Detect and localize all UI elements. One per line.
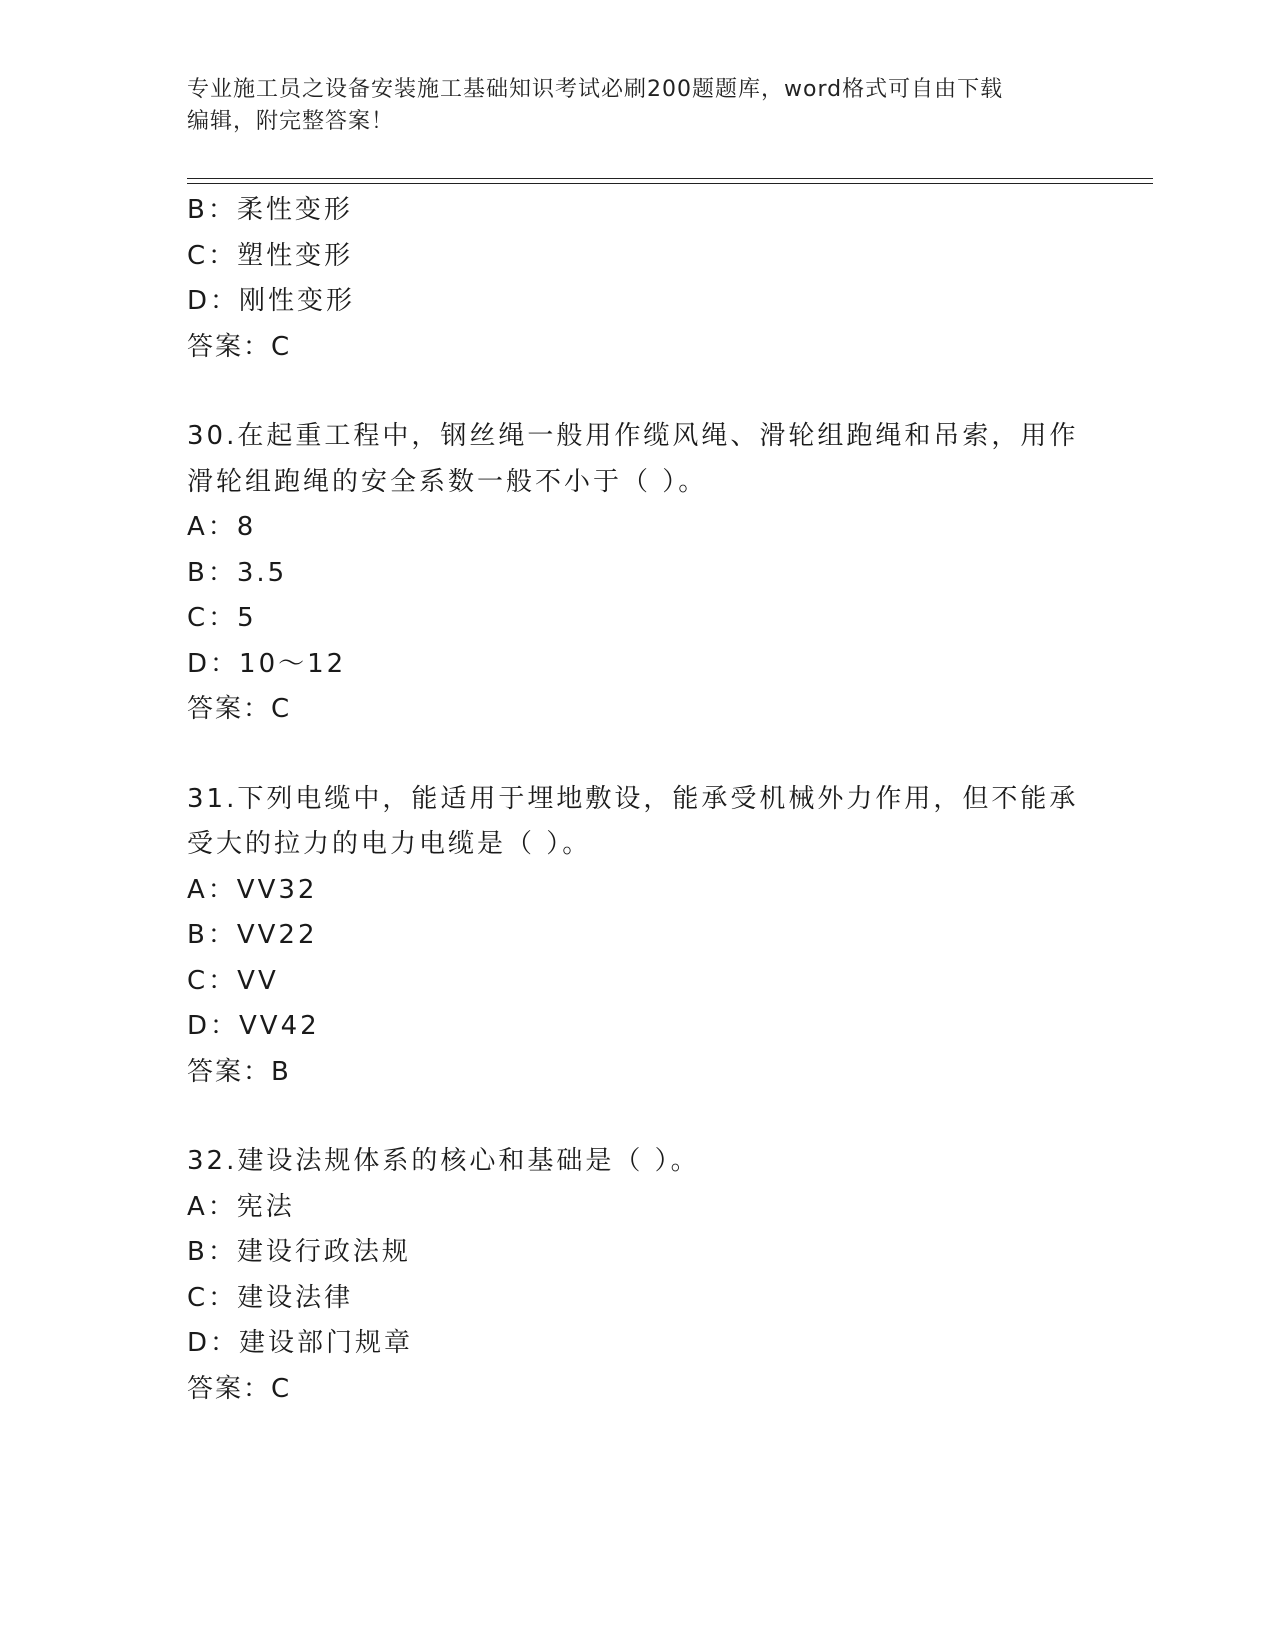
option-d: D：VV42 <box>187 1011 320 1041</box>
answer-line: 答案：C <box>187 694 292 724</box>
question-30 <box>187 414 1087 733</box>
option-d: D：刚性变形 <box>187 286 356 316</box>
question-stem-line-1: 31.下列电缆中，能适用于埋地敷设，能承受机械外力作用，但不能承 <box>187 783 1079 814</box>
option-a: A：宪法 <box>187 1191 295 1222</box>
question-32 <box>187 1139 1087 1412</box>
answer-line: 答案：B <box>187 1056 291 1087</box>
option-b: B：VV22 <box>187 920 318 950</box>
document-body <box>187 188 1087 1412</box>
question-stem-line-2: 滑轮组跑绳的安全系数一般不小于（ ）。 <box>187 466 708 497</box>
question-31 <box>187 777 1087 1096</box>
option-b: B：3.5 <box>187 557 288 588</box>
option-a: A：VV32 <box>187 874 318 905</box>
option-b: B：建设行政法规 <box>187 1237 411 1267</box>
header-line-1: 专业施工员之设备安装施工基础知识考试必刷200题题库，word格式可自由下载 <box>187 77 1004 102</box>
option-c: C：5 <box>187 603 257 633</box>
prev-question-block <box>187 188 1087 370</box>
header-line-2: 编辑，附完整答案！ <box>187 109 395 134</box>
option-d: D：10～12 <box>187 648 347 679</box>
answer-line: 答案：C <box>187 1373 292 1404</box>
option-c: C：塑性变形 <box>187 240 354 271</box>
document-header <box>187 74 1087 138</box>
option-d: D：建设部门规章 <box>187 1328 414 1358</box>
option-a: A：8 <box>187 512 257 542</box>
header-divider-top <box>187 178 1153 179</box>
option-b: B：柔性变形 <box>187 195 353 225</box>
answer-line: 答案：C <box>187 331 292 362</box>
option-c: C：建设法律 <box>187 1282 354 1313</box>
question-stem-line-1: 32.建设法规体系的核心和基础是（ ）。 <box>187 1146 700 1176</box>
option-c: C：VV <box>187 965 279 996</box>
question-stem-line-2: 受大的拉力的电力电缆是（ ）。 <box>187 829 592 859</box>
header-divider-bottom <box>187 183 1153 184</box>
question-stem-line-1: 30.在起重工程中，钢丝绳一般用作缆风绳、滑轮组跑绳和吊索，用作 <box>187 421 1079 451</box>
